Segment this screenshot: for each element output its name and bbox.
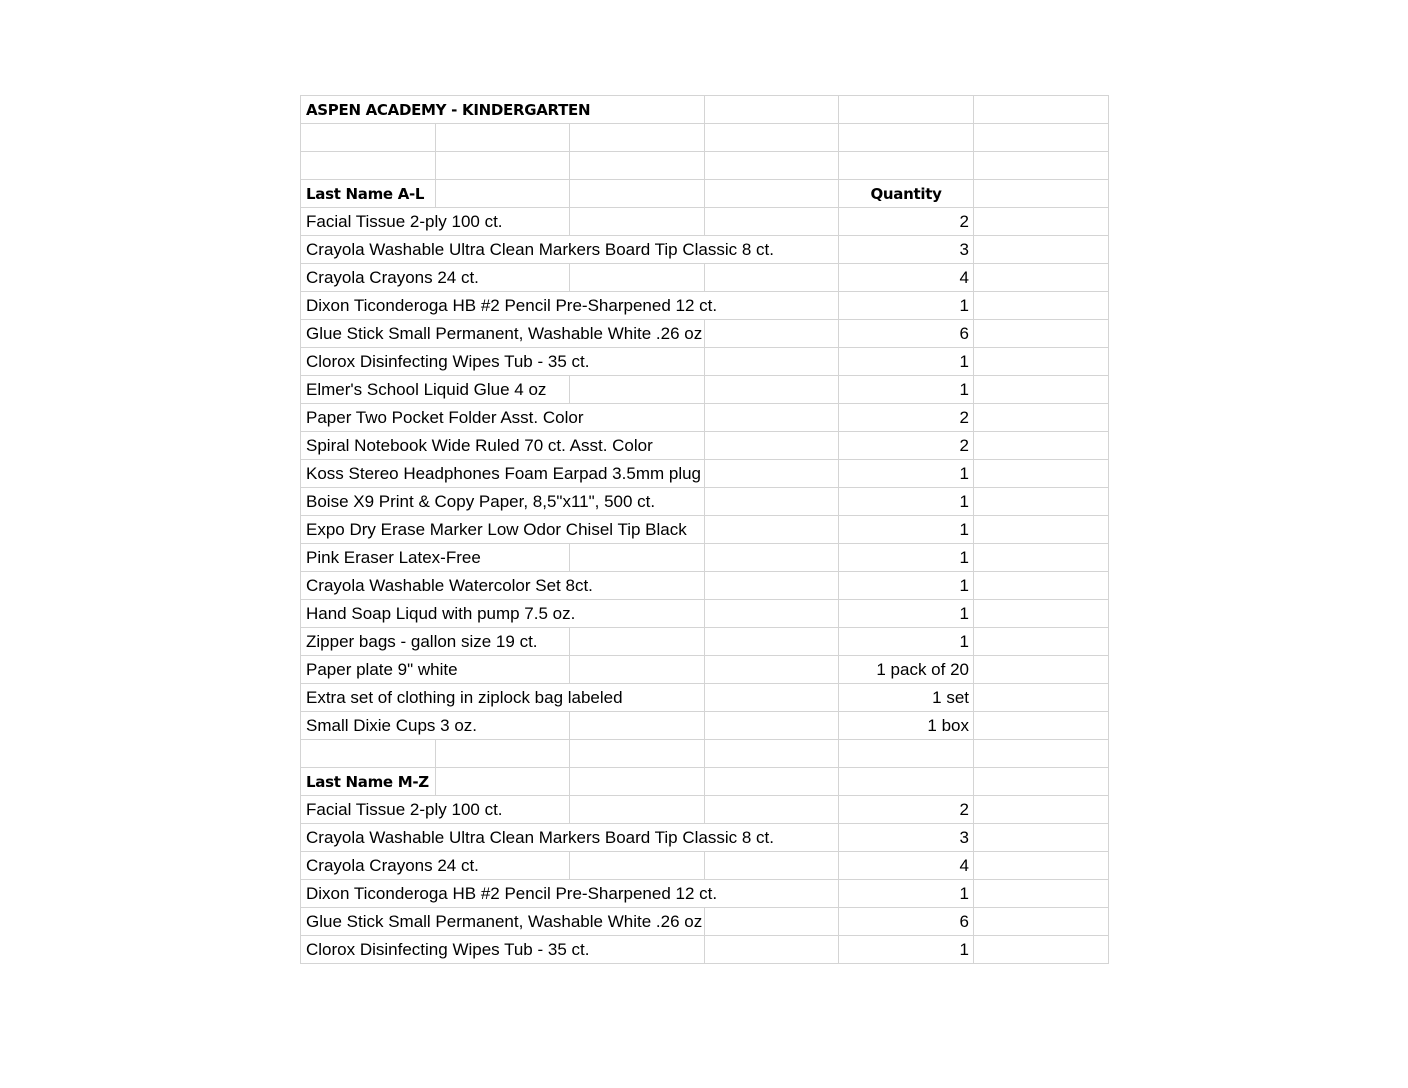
item-name: Facial Tissue 2-ply 100 ct. (302, 208, 505, 235)
item-quantity: 3 (959, 240, 969, 259)
item-name: Glue Stick Small Permanent, Washable White .26 oz (302, 320, 704, 347)
item-quantity: 1 (959, 352, 969, 371)
item-row (301, 908, 1109, 936)
item-name: Expo Dry Erase Marker Low Odor Chisel Tip Black (302, 516, 689, 543)
item-row (301, 880, 1109, 908)
item-row (301, 208, 1109, 236)
item-quantity: 3 (959, 828, 969, 847)
empty-row (301, 740, 1109, 768)
item-row (301, 348, 1109, 376)
item-row (301, 684, 1109, 712)
item-quantity: 6 (959, 324, 969, 343)
item-row (301, 852, 1109, 880)
section-m-z-items (301, 796, 1109, 964)
item-name: Facial Tissue 2-ply 100 ct. (302, 796, 505, 823)
item-name: Small Dixie Cups 3 oz. (302, 712, 479, 739)
item-quantity: 4 (959, 856, 969, 875)
item-row (301, 292, 1109, 320)
item-quantity: 1 (959, 464, 969, 483)
item-name: Extra set of clothing in ziplock bag labeled (302, 684, 625, 711)
item-name: Elmer's School Liquid Glue 4 oz (302, 376, 548, 403)
item-row (301, 572, 1109, 600)
item-quantity: 1 (959, 492, 969, 511)
item-name: Glue Stick Small Permanent, Washable White .26 oz (302, 908, 704, 935)
item-name: Boise X9 Print & Copy Paper, 8,5"x11", 500 ct. (302, 488, 657, 515)
item-name: Dixon Ticonderoga HB #2 Pencil Pre-Sharpened 12 ct. (302, 880, 719, 907)
quantity-column-header: Quantity (870, 185, 942, 203)
item-quantity: 1 set (932, 688, 969, 707)
item-name: Zipper bags - gallon size 19 ct. (302, 628, 540, 655)
item-quantity: 1 (959, 380, 969, 399)
item-row (301, 516, 1109, 544)
item-quantity: 2 (959, 800, 969, 819)
item-name: Paper plate 9" white (302, 656, 460, 683)
sheet-title: ASPEN ACADEMY - KINDERGARTEN (302, 96, 592, 123)
item-quantity: 2 (959, 408, 969, 427)
item-quantity: 1 (959, 884, 969, 903)
item-row (301, 628, 1109, 656)
item-row (301, 376, 1109, 404)
item-name: Pink Eraser Latex-Free (302, 544, 483, 571)
item-row (301, 460, 1109, 488)
item-quantity: 1 (959, 940, 969, 959)
item-row (301, 320, 1109, 348)
item-name: Crayola Crayons 24 ct. (302, 852, 481, 879)
item-quantity: 1 (959, 548, 969, 567)
item-row (301, 936, 1109, 964)
item-row (301, 712, 1109, 740)
item-name: Paper Two Pocket Folder Asst. Color (302, 404, 585, 431)
item-quantity: 1 (959, 296, 969, 315)
item-name: Crayola Washable Watercolor Set 8ct. (302, 572, 595, 599)
item-name: Crayola Crayons 24 ct. (302, 264, 481, 291)
item-row (301, 264, 1109, 292)
item-quantity: 1 (959, 576, 969, 595)
item-quantity: 4 (959, 268, 969, 287)
item-quantity: 1 box (927, 716, 969, 735)
item-quantity: 2 (959, 212, 969, 231)
supply-list-sheet (300, 95, 1109, 964)
item-quantity: 6 (959, 912, 969, 931)
section-heading-a-l: Last Name A-L (302, 180, 426, 207)
item-name: Hand Soap Liqud with pump 7.5 oz. (302, 600, 577, 627)
item-row (301, 796, 1109, 824)
item-name: Koss Stereo Headphones Foam Earpad 3.5mm plug (302, 460, 703, 487)
section-a-l-items (301, 208, 1109, 740)
item-name: Dixon Ticonderoga HB #2 Pencil Pre-Sharpened 12 ct. (302, 292, 719, 319)
item-row (301, 824, 1109, 852)
empty-row (301, 152, 1109, 180)
item-quantity: 1 (959, 604, 969, 623)
item-quantity: 1 pack of 20 (876, 660, 969, 679)
item-quantity: 2 (959, 436, 969, 455)
item-row (301, 432, 1109, 460)
item-name: Clorox Disinfecting Wipes Tub - 35 ct. (302, 348, 591, 375)
section-header-row (301, 768, 1109, 796)
empty-row (301, 124, 1109, 152)
item-row (301, 488, 1109, 516)
item-row (301, 236, 1109, 264)
item-name: Spiral Notebook Wide Ruled 70 ct. Asst. Color (302, 432, 655, 459)
section-heading-m-z: Last Name M-Z (302, 768, 431, 795)
item-quantity: 1 (959, 632, 969, 651)
item-name: Crayola Washable Ultra Clean Markers Board Tip Classic 8 ct. (302, 824, 776, 851)
section-header-row (301, 180, 1109, 208)
item-quantity: 1 (959, 520, 969, 539)
item-name: Crayola Washable Ultra Clean Markers Board Tip Classic 8 ct. (302, 236, 776, 263)
item-row (301, 600, 1109, 628)
item-row (301, 544, 1109, 572)
item-row (301, 656, 1109, 684)
title-row (301, 96, 1109, 124)
item-row (301, 404, 1109, 432)
item-name: Clorox Disinfecting Wipes Tub - 35 ct. (302, 936, 591, 963)
